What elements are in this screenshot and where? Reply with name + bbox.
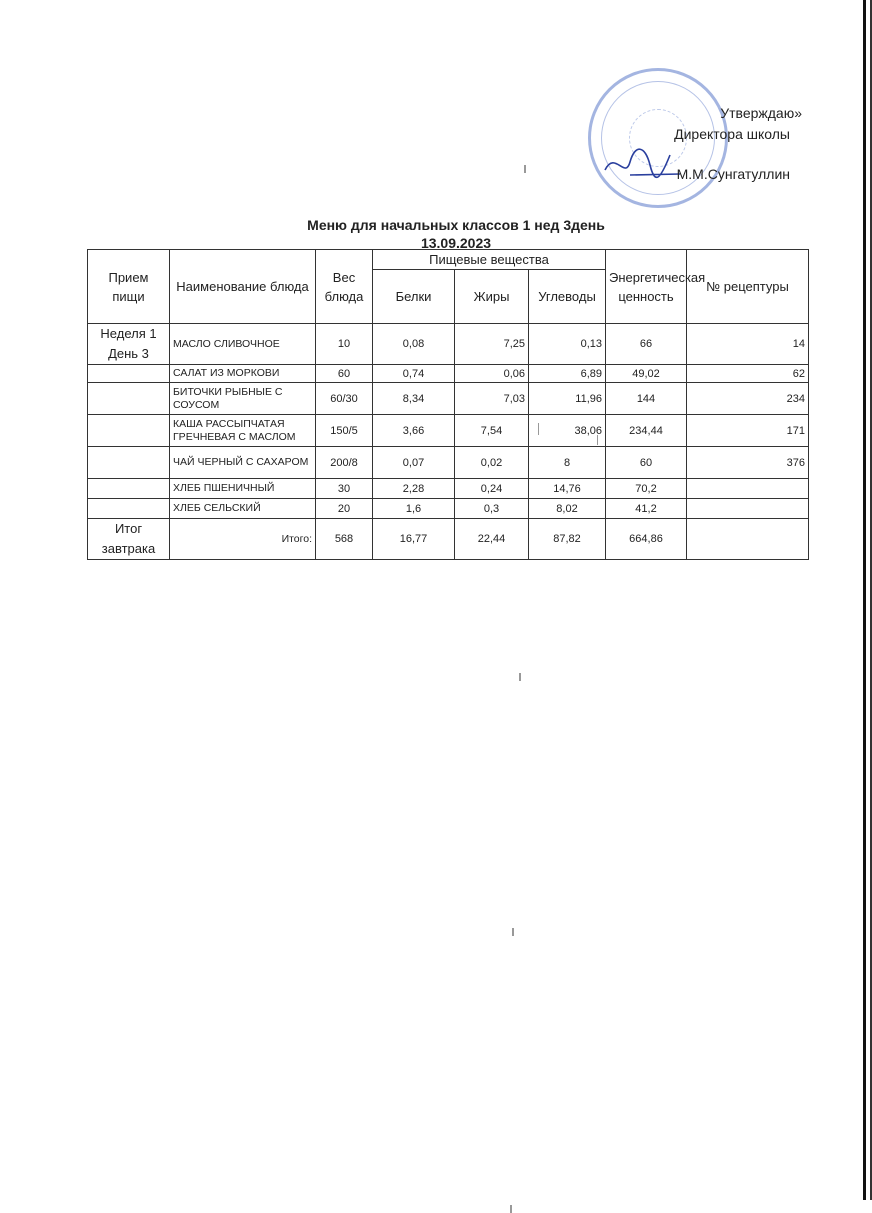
document-title: [296, 216, 616, 252]
dish-weight: 200/8: [316, 447, 373, 479]
dish-fats: 7,54: [455, 415, 529, 447]
total-row: [88, 519, 809, 560]
meal-label: Неделя 1 День 3: [88, 324, 170, 365]
dish-recipe: [687, 499, 809, 519]
scan-edge-line: [863, 0, 866, 1200]
dish-carbs: 38,06: [529, 415, 606, 447]
approval-line-1: Утверждаю»: [720, 105, 802, 121]
dish-weight: 150/5: [316, 415, 373, 447]
dish-fats: 7,03: [455, 383, 529, 415]
dish-proteins: 2,28: [373, 479, 455, 499]
dish-recipe: [687, 479, 809, 499]
header-carbs: Углеводы: [529, 270, 606, 324]
dish-energy: 49,02: [606, 365, 687, 383]
dish-carbs: 8,02: [529, 499, 606, 519]
dish-weight: 10: [316, 324, 373, 365]
dish-proteins: 0,07: [373, 447, 455, 479]
header-proteins: Белки: [373, 270, 455, 324]
dish-energy: 144: [606, 383, 687, 415]
meal-label-empty: [88, 499, 170, 519]
header-weight: Вес блюда: [316, 250, 373, 324]
dish-carbs: 8: [529, 447, 606, 479]
total-proteins: 16,77: [373, 519, 455, 560]
header-fats: Жиры: [455, 270, 529, 324]
table-row: [88, 499, 809, 519]
dish-fats: 0,06: [455, 365, 529, 383]
dish-name: САЛАТ ИЗ МОРКОВИ: [170, 365, 316, 383]
total-recipe: [687, 519, 809, 560]
title-line-2: 13.09.2023: [420, 235, 492, 251]
dish-proteins: 1,6: [373, 499, 455, 519]
dish-fats: 7,25: [455, 324, 529, 365]
dish-energy: 60: [606, 447, 687, 479]
dish-weight: 30: [316, 479, 373, 499]
dish-carbs: 6,89: [529, 365, 606, 383]
dish-weight: 60: [316, 365, 373, 383]
total-fats: 22,44: [455, 519, 529, 560]
dish-name: ХЛЕБ ПШЕНИЧНЫЙ: [170, 479, 316, 499]
dish-energy: 66: [606, 324, 687, 365]
total-carbs: 87,82: [529, 519, 606, 560]
dish-recipe: 171: [687, 415, 809, 447]
meal-label-empty: [88, 479, 170, 499]
table-row: [88, 479, 809, 499]
header-dish: Наименование блюда: [170, 250, 316, 324]
dish-proteins: 0,08: [373, 324, 455, 365]
dish-name: БИТОЧКИ РЫБНЫЕ С СОУСОМ: [170, 383, 316, 415]
dish-carbs: 0,13: [529, 324, 606, 365]
header-recipe: № рецептуры: [687, 250, 809, 324]
dish-name: МАСЛО СЛИВОЧНОЕ: [170, 324, 316, 365]
meal-label-empty: [88, 447, 170, 479]
approval-line-2: Директора школы: [674, 126, 790, 142]
title-line-1: Меню для начальных классов 1 нед 3день: [307, 217, 605, 233]
header-row-1: [88, 250, 809, 270]
dish-fats: 0,02: [455, 447, 529, 479]
dish-weight: 20: [316, 499, 373, 519]
table-row: [88, 415, 809, 447]
meal-label-empty: [88, 383, 170, 415]
dish-name: ЧАЙ ЧЕРНЫЙ С САХАРОМ: [170, 447, 316, 479]
dish-carbs: 11,96: [529, 383, 606, 415]
dish-carbs: 14,76: [529, 479, 606, 499]
dish-recipe: 376: [687, 447, 809, 479]
dish-recipe: 14: [687, 324, 809, 365]
dish-recipe: 62: [687, 365, 809, 383]
total-meal-label: Итог завтрака: [88, 519, 170, 560]
dish-name: КАША РАССЫПЧАТАЯ ГРЕЧНЕВАЯ С МАСЛОМ: [170, 415, 316, 447]
total-label: Итого:: [170, 519, 316, 560]
dish-name: ХЛЕБ СЕЛЬСКИЙ: [170, 499, 316, 519]
header-energy: Энергетическая ценность: [606, 250, 687, 324]
dish-recipe: 234: [687, 383, 809, 415]
header-nutrients: Пищевые вещества: [373, 250, 606, 270]
dish-proteins: 3,66: [373, 415, 455, 447]
dish-energy: 41,2: [606, 499, 687, 519]
dish-proteins: 8,34: [373, 383, 455, 415]
meal-label-empty: [88, 365, 170, 383]
approval-line-3: М.М.Сунгатуллин: [676, 166, 790, 182]
table-row: [88, 383, 809, 415]
table-row: [88, 324, 809, 365]
table-row: [88, 447, 809, 479]
dish-fats: 0,24: [455, 479, 529, 499]
dish-fats: 0,3: [455, 499, 529, 519]
total-weight: 568: [316, 519, 373, 560]
dish-weight: 60/30: [316, 383, 373, 415]
header-meal: Прием пищи: [88, 250, 170, 324]
menu-table: [87, 249, 809, 560]
total-energy: 664,86: [606, 519, 687, 560]
approval-block: [582, 103, 802, 185]
dish-energy: 70,2: [606, 479, 687, 499]
dish-proteins: 0,74: [373, 365, 455, 383]
dish-energy: 234,44: [606, 415, 687, 447]
table-row: [88, 365, 809, 383]
meal-label-empty: [88, 415, 170, 447]
